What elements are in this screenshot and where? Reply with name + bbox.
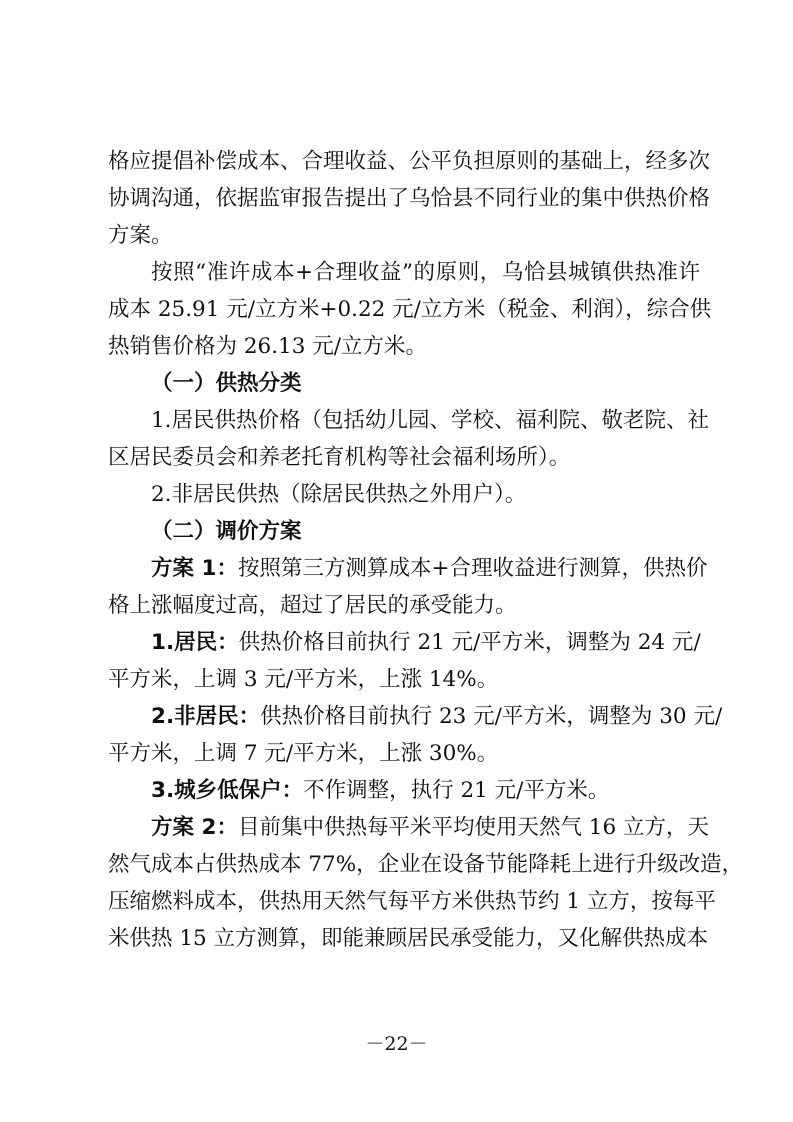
page-number: －22－ — [365, 1033, 428, 1055]
plan-2-text: 目前集中供热每平米平均使用天然气 16 立方，天 — [237, 815, 709, 840]
paragraph-line: 2.非居民供热（除居民供热之外用户）。 — [151, 482, 527, 507]
paragraph-line: 方案。 — [108, 223, 173, 248]
paragraph-line: 平方米，上调 7 元/平方米，上涨 30%。 — [108, 741, 499, 766]
section-heading-classification: （一）供热分类 — [151, 371, 302, 396]
low-income-label: 3.城乡低保户： — [151, 778, 304, 803]
paragraph-line: 压缩燃料成本，供热用天然气每平方米供热节约 1 立方，按每平 — [108, 889, 716, 914]
paragraph-line: 格应提倡补偿成本、合理收益、公平负担原则的基础上，经多次 — [108, 149, 711, 174]
paragraph-line: 按照“准许成本+合理收益”的原则，乌恰县城镇供热准许 — [151, 260, 700, 285]
paragraph-line: 平方米，上调 3 元/平方米，上涨 14%。 — [108, 667, 499, 692]
paragraph-line: 米供热 15 立方测算，即能兼顾居民承受能力，又化解供热成本 — [108, 926, 709, 951]
document-body — [108, 143, 744, 957]
residential-label: 1.居民： — [151, 630, 239, 655]
low-income-line — [108, 772, 700, 809]
paragraph-line: 协调沟通，依据监审报告提出了乌恰县不同行业的集中供热价格 — [108, 186, 711, 211]
residential-line — [108, 624, 700, 661]
paragraph-line: 1.居民供热价格（包括幼儿园、学校、福利院、敬老院、社 — [151, 408, 710, 433]
plan-2-line — [108, 809, 709, 846]
plan-1-text: 按照第三方测算成本+合理收益进行测算，供热价 — [237, 556, 708, 581]
paragraph-line: 热销售价格为 26.13 元/立方米。 — [108, 334, 427, 359]
section-heading-pricing-plan: （二）调价方案 — [151, 519, 302, 544]
paragraph-line: 成本 25.91 元/立方米+0.22 元/立方米（税金、利润），综合供 — [108, 297, 712, 322]
plan-1-line — [108, 550, 708, 587]
non-residential-text: 供热价格目前执行 23 元/平方米，调整为 30 元/ — [260, 704, 723, 729]
residential-text: 供热价格目前执行 21 元/平方米，调整为 24 元/ — [238, 630, 701, 655]
plan-1-label: 方案 1： — [151, 556, 238, 581]
paragraph-line: 格上涨幅度过高，超过了居民的承受能力。 — [108, 593, 517, 618]
paragraph-line: 然气成本占供热成本 77%，企业在设备节能降耗上进行升级改造， — [108, 852, 744, 877]
plan-2-label: 方案 2： — [151, 815, 238, 840]
paragraph-line: 区居民委员会和养老托育机构等社会福利场所）。 — [108, 445, 571, 470]
low-income-text: 不作调整，执行 21 元/平方米。 — [303, 778, 610, 803]
non-residential-line — [108, 698, 723, 735]
non-residential-label: 2.非居民： — [151, 704, 261, 729]
